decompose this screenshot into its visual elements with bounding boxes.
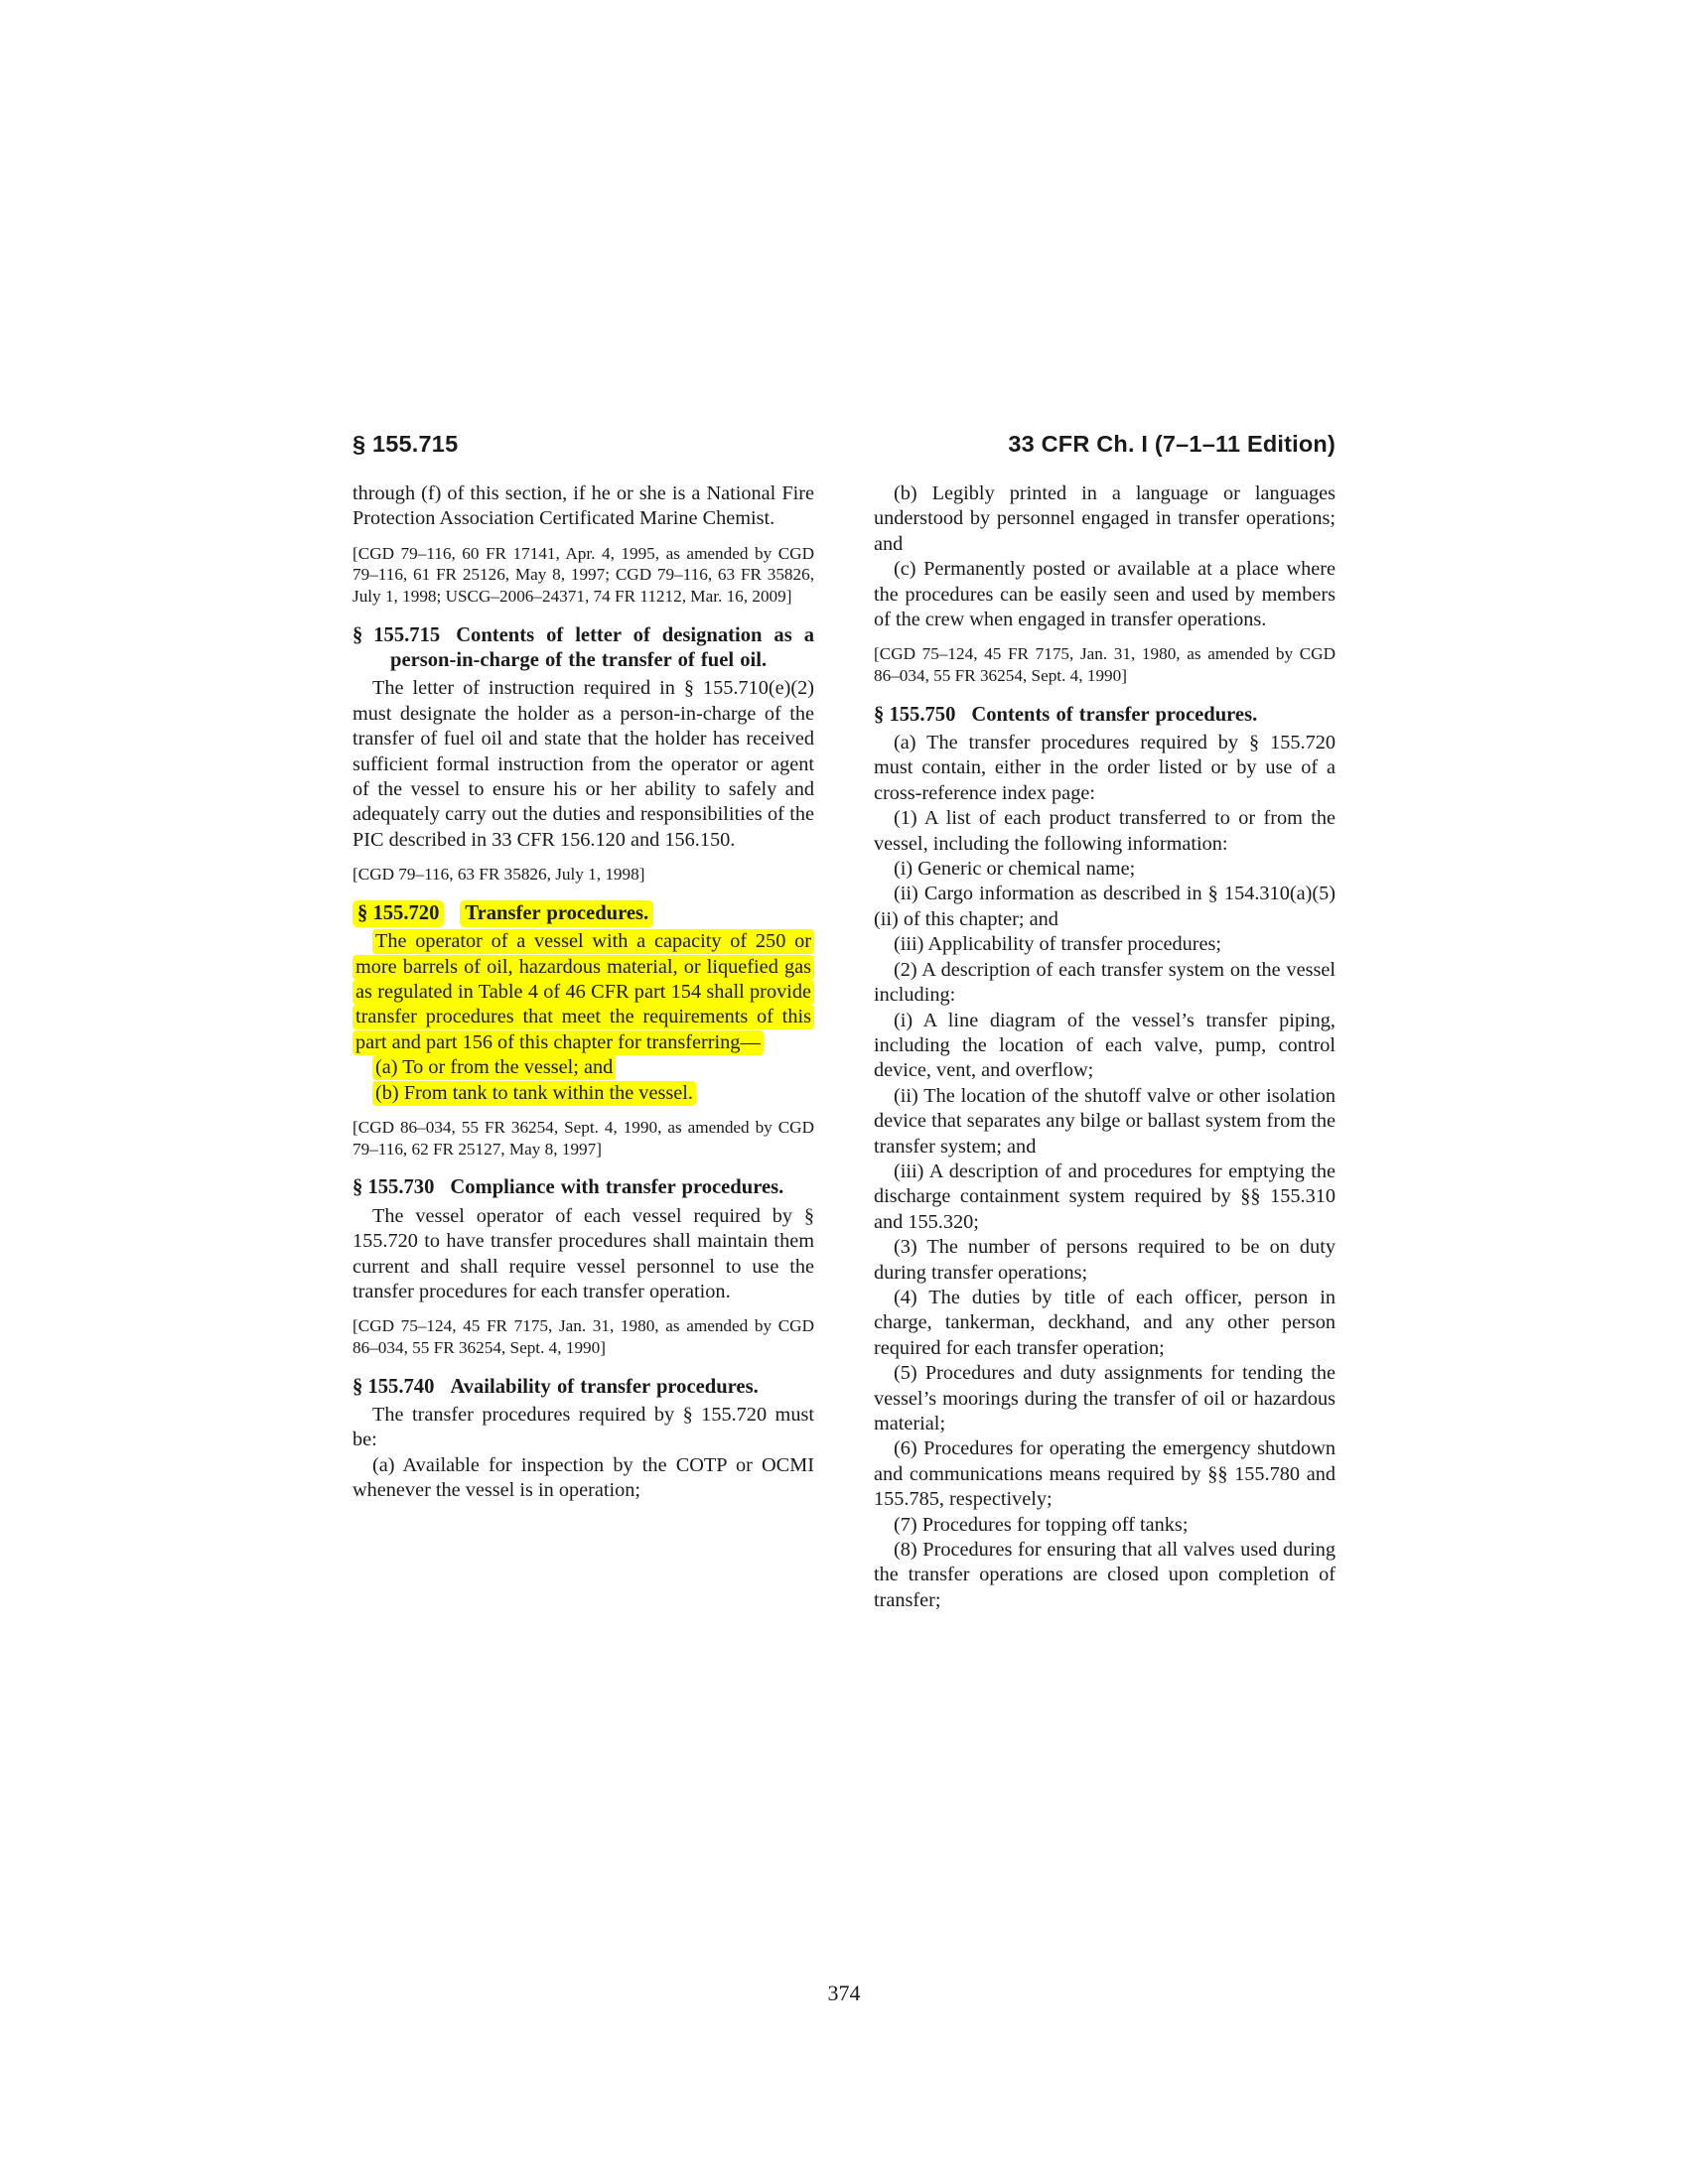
section-number: § 155.730 — [352, 1176, 435, 1199]
highlighted-text: (a) To or from the vessel; and — [372, 1055, 616, 1080]
section-number: § 155.740 — [352, 1375, 435, 1398]
section-155-715-body: The letter of instruction required in § 155.710(e)(2) must designate the holder as a person-in-charge of the transfer of fuel oil and state that the holder has received sufficient formal instruction from the operator or agent of the vessel to ensure his or her ability to safely and adequately carry out the duties and responsibilities of the PIC described in 33 CFR 156.120 and 156.150. — [352, 677, 814, 851]
section-155-750-item-a: (a) The transfer procedures required by § 155.720 must contain, either in the order listed or by use of a cross-reference index page: — [874, 732, 1336, 804]
section-155-750-item-2-i: (i) A line diagram of the vessel’s transfer piping, including the location of each valve, pump, control device, vent, and overflow; — [874, 1009, 1336, 1082]
section-155-750-item-8: (8) Procedures for ensuring that all valves used during the transfer operations are closed upon completion of transfer; — [874, 1539, 1336, 1611]
section-heading-155-750 — [874, 703, 1336, 728]
section-heading-155-715 — [352, 623, 814, 674]
section-155-750-item-2-ii: (ii) The location of the shutoff valve or other isolation device that separates any bilge or ballast system from the transfer system; and — [874, 1084, 1336, 1158]
section-number: § 155.715 — [352, 623, 441, 646]
section-155-720-body — [352, 929, 814, 1055]
item-c: (c) Permanently posted or available at a place where the procedures can be easily seen and used by members of the crew when engaged in transfer operations. — [874, 558, 1336, 631]
left-column — [352, 481, 814, 1951]
section-155-750-item-1: (1) A list of each product transferred to or from the vessel, including the following information: — [874, 807, 1336, 855]
section-title: Availability of transfer procedures. — [450, 1375, 759, 1398]
section-155-750-item-4: (4) The duties by title of each officer, person in charge, tankerman, deckhand, and any other person required for each transfer operation; — [874, 1286, 1336, 1359]
section-title: Transfer procedures. — [465, 901, 649, 924]
section-title: Contents of transfer procedures. — [971, 703, 1258, 726]
section-heading-155-730 — [352, 1175, 814, 1200]
highlighted-text: (b) From tank to tank within the vessel. — [372, 1081, 696, 1106]
section-number: § 155.750 — [874, 703, 956, 726]
section-155-740-item-a: (a) Available for inspection by the COTP or OCMI whenever the vessel is in operation; — [352, 1453, 814, 1502]
section-title: Contents of letter of designation as a person-in-charge of the transfer of fuel oil. — [390, 623, 814, 671]
section-155-750-item-1-ii: (ii) Cargo information as described in § 154.310(a)(5)(ii) of this chapter; and — [874, 883, 1336, 930]
page-number: 374 — [827, 1980, 861, 2005]
section-heading-155-740 — [352, 1375, 814, 1400]
item-b: (b) Legibly printed in a language or languages understood by personnel engaged in transfer operations; and — [874, 482, 1336, 555]
section-number: § 155.720 — [357, 901, 440, 924]
section-155-750-item-3: (3) The number of persons required to be on duty during transfer operations; — [874, 1236, 1336, 1284]
continued-paragraph: through (f) of this section, if he or she is a National Fire Protection Association Certificated Marine Chemist. — [352, 482, 814, 530]
running-head-edition: 33 CFR Ch. I (7–1–11 Edition) — [1008, 431, 1336, 457]
section-155-715-citation: [CGD 79–116, 63 FR 35826, July 1, 1998] — [352, 865, 645, 885]
authority-citation: [CGD 75–124, 45 FR 7175, Jan. 31, 1980, as amended by CGD 86–034, 55 FR 36254, Sept. 4, 1990] — [874, 644, 1336, 686]
section-155-750-item-5: (5) Procedures and duty assignments for tending the vessel’s moorings during the transfer of oil or hazardous material; — [874, 1362, 1336, 1434]
running-head-section-number: § 155.715 — [352, 431, 459, 457]
section-155-750-item-6: (6) Procedures for operating the emergency shutdown and communications means required by §§ 155.780 and 155.785, respectively; — [874, 1437, 1336, 1511]
highlighted-text: The operator of a vessel with a capacity of 250 or more barrels of oil, hazardous material, or liquefied gas as regulated in Table 4 of 46 CFR part 154 shall provide transfer procedures that meet the requirements of this part and part 156 of this chapter for transferring— — [352, 929, 814, 1055]
section-155-720-citation: [CGD 86–034, 55 FR 36254, Sept. 4, 1990, as amended by CGD 79–116, 62 FR 25127, May 8, 1997] — [352, 1118, 814, 1159]
section-155-720-item-a — [352, 1055, 814, 1080]
right-column — [874, 481, 1336, 1951]
running-head — [352, 431, 1336, 471]
section-155-750-item-7: (7) Procedures for topping off tanks; — [894, 1513, 1189, 1536]
section-155-750-item-2-iii: (iii) A description of and procedures for emptying the discharge containment system required by §§ 155.310 and 155.320; — [874, 1160, 1336, 1233]
authority-citation: [CGD 79–116, 60 FR 17141, Apr. 4, 1995, as amended by CGD 79–116, 61 FR 25126, May 8, 1997; CGD 79–116, 63 FR 35826, July 1, 1998; USCG–2006–24371, 74 FR 11212, Mar. 16, 2009] — [352, 543, 814, 606]
section-title: Compliance with transfer procedures. — [450, 1176, 784, 1199]
section-155-740-body: The transfer procedures required by § 155.720 must be: — [352, 1403, 814, 1451]
section-155-720-item-b — [352, 1081, 814, 1106]
section-155-750-item-1-iii: (iii) Applicability of transfer procedures; — [894, 933, 1222, 956]
section-155-750-item-1-i: (i) Generic or chemical name; — [894, 858, 1136, 881]
section-155-750-item-2: (2) A description of each transfer system on the vessel including: — [874, 958, 1336, 1007]
section-155-730-body: The vessel operator of each vessel required by § 155.720 to have transfer procedures shall maintain them current and shall require vessel personnel to use the transfer procedures for each transfer operation. — [352, 1204, 814, 1302]
two-column-body — [352, 481, 1336, 1951]
section-heading-155-720 — [352, 901, 814, 926]
section-155-730-citation: [CGD 75–124, 45 FR 7175, Jan. 31, 1980, as amended by CGD 86–034, 55 FR 36254, Sept. 4, 1990] — [352, 1316, 814, 1357]
